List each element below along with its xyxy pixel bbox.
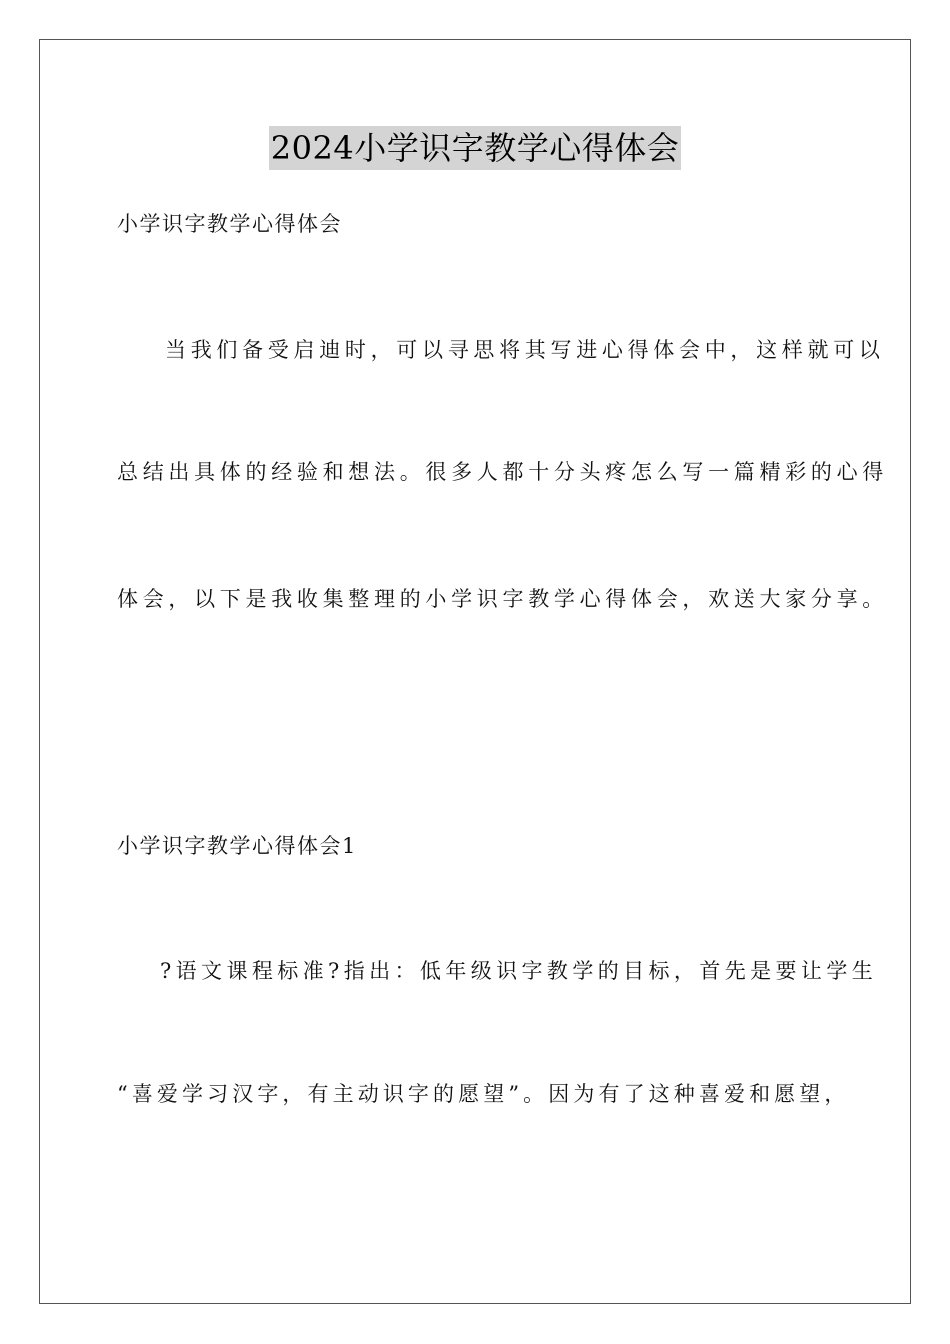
section-line-2: “喜爱学习汉字，有主动识字的愿望”。因为有了这种喜爱和愿望， [117,1082,850,1106]
section-heading: 小学识字教学心得体会1 [117,834,357,858]
intro-line-1: 当我们备受启迪时，可以寻思将其写进心得体会中，这样就可以 [165,338,885,362]
title-container [0,126,950,170]
section-line-1: ?语文课程标准?指出：低年级识字教学的目标，首先是要让学生 [160,959,878,983]
document-subtitle: 小学识字教学心得体会 [117,212,342,236]
document-title: 2024小学识字教学心得体会 [269,126,681,170]
intro-line-2: 总结出具体的经验和想法。很多人都十分头疼怎么写一篇精彩的心得 [117,460,888,484]
intro-line-3: 体会，以下是我收集整理的小学识字教学心得体会，欢送大家分享。 [117,587,888,611]
